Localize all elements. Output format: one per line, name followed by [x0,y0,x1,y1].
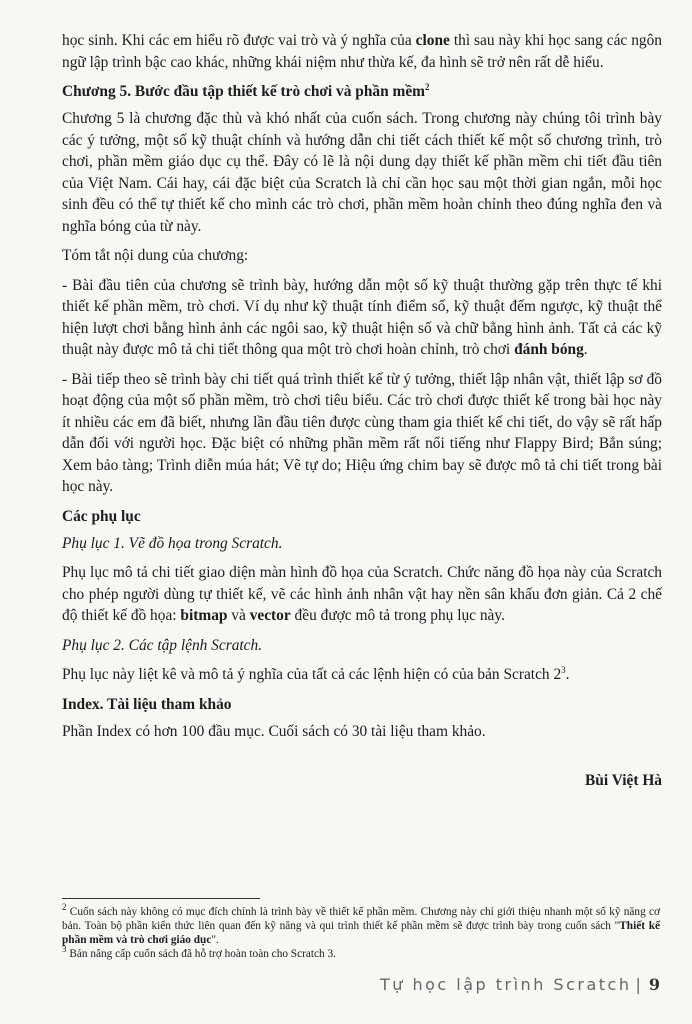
footnote-number: 2 [62,902,67,913]
chapter5-paragraph: Chương 5 là chương đặc thù và khó nhất của cuốn sách. Trong chương này chúng tôi trình bày các ý tưởng, một số kỹ thuật chính và hướng dẫn chi tiết cách thiết kế một số chương trình, trò chơi, phần mềm giáo dục cụ thể. Đây có lẽ là nội dung dạy thiết kế phần mềm chi tiết đầu tiên của Việt Nam. Cái hay, cái đặc biệt của Scratch là chỉ cần học sau một thời gian ngắn, mỗi học sinh đều có thể tự thiết kế cho mình các trò chơi, phần mềm hoàn chỉnh theo đúng nghĩa đen và nghĩa bóng của từ này. [62,110,662,235]
index-heading: Index. Tài liệu tham khảo [62,695,232,713]
bold-term: vector [249,607,291,624]
bold-term: đánh bóng [514,341,584,358]
running-title: Tự học lập trình Scratch [379,975,632,994]
appendix-heading: Các phụ lục [62,507,141,525]
bullet-item [62,275,662,361]
text-run: học sinh. Khi các em hiểu rõ được vai trò và ý nghĩa của [62,32,416,49]
summary-line: Tóm tắt nội dung của chương: [62,247,249,264]
footer-separator: | [635,975,641,994]
chapter5-heading [62,81,662,102]
page-body [62,30,662,790]
footnote-number: 3 [62,944,67,955]
bold-term: clone [415,32,450,49]
footnote-divider [62,898,260,899]
text-run: - Bài đầu tiên của chương sẽ trình bày, hướng dẫn một số kỹ thuật thường gặp trên thực tế khi thiết kế phần mềm, trò chơi. Ví dụ như kỹ thuật tính điểm số, kỹ thuật đếm ngược, kỹ thuật thể hiện lượt chơi bằng hình ảnh các ngôi sao, kỹ thuật hiện số và chữ bằng hình ảnh. Tất cả các kỹ thuật này được mô tả chi tiết thông qua một trò chơi hoàn chỉnh, trò chơi [62,276,662,358]
appendix1-title: Phụ lục 1. Vẽ đồ họa trong Scratch. [62,534,283,552]
footnote-2 [62,902,660,947]
text-run: . [565,666,570,683]
text-run: và [227,607,250,624]
appendix2-paragraph [62,664,662,686]
appendix1-paragraph [62,562,662,627]
author-signature: Bùi Việt Hà [585,772,662,789]
footnote-text: Bản nâng cấp cuốn sách đã hỗ trợ hoàn toàn cho Scratch 3. [66,948,336,960]
heading-text: Chương 5. Bước đầu tập thiết kế trò chơi và phần mềm [62,83,425,100]
footnote-ref: 2 [425,81,430,92]
text-run: Phụ lục này liệt kê và mô tả ý nghĩa của tất cả các lệnh hiện có của bản Scratch 2 [62,666,562,683]
intro-paragraph [62,30,662,73]
footnote-text: Cuốn sách này không có mục đích chính là trình bày về thiết kế phần mềm. Chương này chỉ giới thiệu nhanh một số kỹ năng cơ bản. Toàn bộ phần kiến thức liên quan đến kỹ năng và qui trình thiết kế phần mềm sẽ được trình bày trong cuốn sách " [62,906,660,932]
text-run: . [583,341,588,358]
footnote-3 [62,944,660,961]
page-footer [380,975,660,994]
bullet-item: - Bài tiếp theo sẽ trình bày chi tiết quá trình thiết kế từ ý tưởng, thiết lập nhân vật, thiết lập sơ đồ hoạt động của một số phần mềm, trò chơi tiêu biểu. Các trò chơi được thiết kế trong bài học này ít nhiều các em đã biết, nhưng lần đầu tiên được cùng tham gia thiết kế chi tiết, do vậy sẽ rất hấp dẫn đối với người học. Đặc biệt có những phần mềm rất nổi tiếng như Flappy Bird; Bắn súng; Xem bảo tàng; Trình diễn múa hát; Vẽ tự do; Hiệu ứng chim bay sẽ được mô tả chi tiết trong bài học này. [62,370,662,495]
text-run: Phụ lục mô tả chi tiết giao diện màn hình đồ họa của Scratch. Chức năng đồ họa này của Scratch cho phép người dùng tự thiết kế, vẽ các hình ảnh nhân vật hay nền sân khấu đơn giản. Cả 2 chế độ thiết kế đồ họa: [62,564,662,624]
index-paragraph: Phần Index có hơn 100 đầu mục. Cuối sách có 30 tài liệu tham khảo. [62,722,486,740]
text-run: đều được mô tả trong phụ lục này. [290,607,505,624]
bold-term: bitmap [180,607,228,624]
footnotes [62,902,660,961]
footnote-ref: 3 [561,664,566,675]
footnote-text: ". [211,934,219,946]
text-run: thì sau này khi học sang các ngôn ngữ lập trình bậc cao khác, những khái niệm như thừa kế, đa hình sẽ trở nên rất dễ hiểu. [62,32,662,71]
footnote-book-title: Thiết kế phần mềm và trò chơi giáo dục [62,920,660,946]
page-number: 9 [648,975,660,994]
appendix2-title: Phụ lục 2. Các tập lệnh Scratch. [62,636,263,654]
